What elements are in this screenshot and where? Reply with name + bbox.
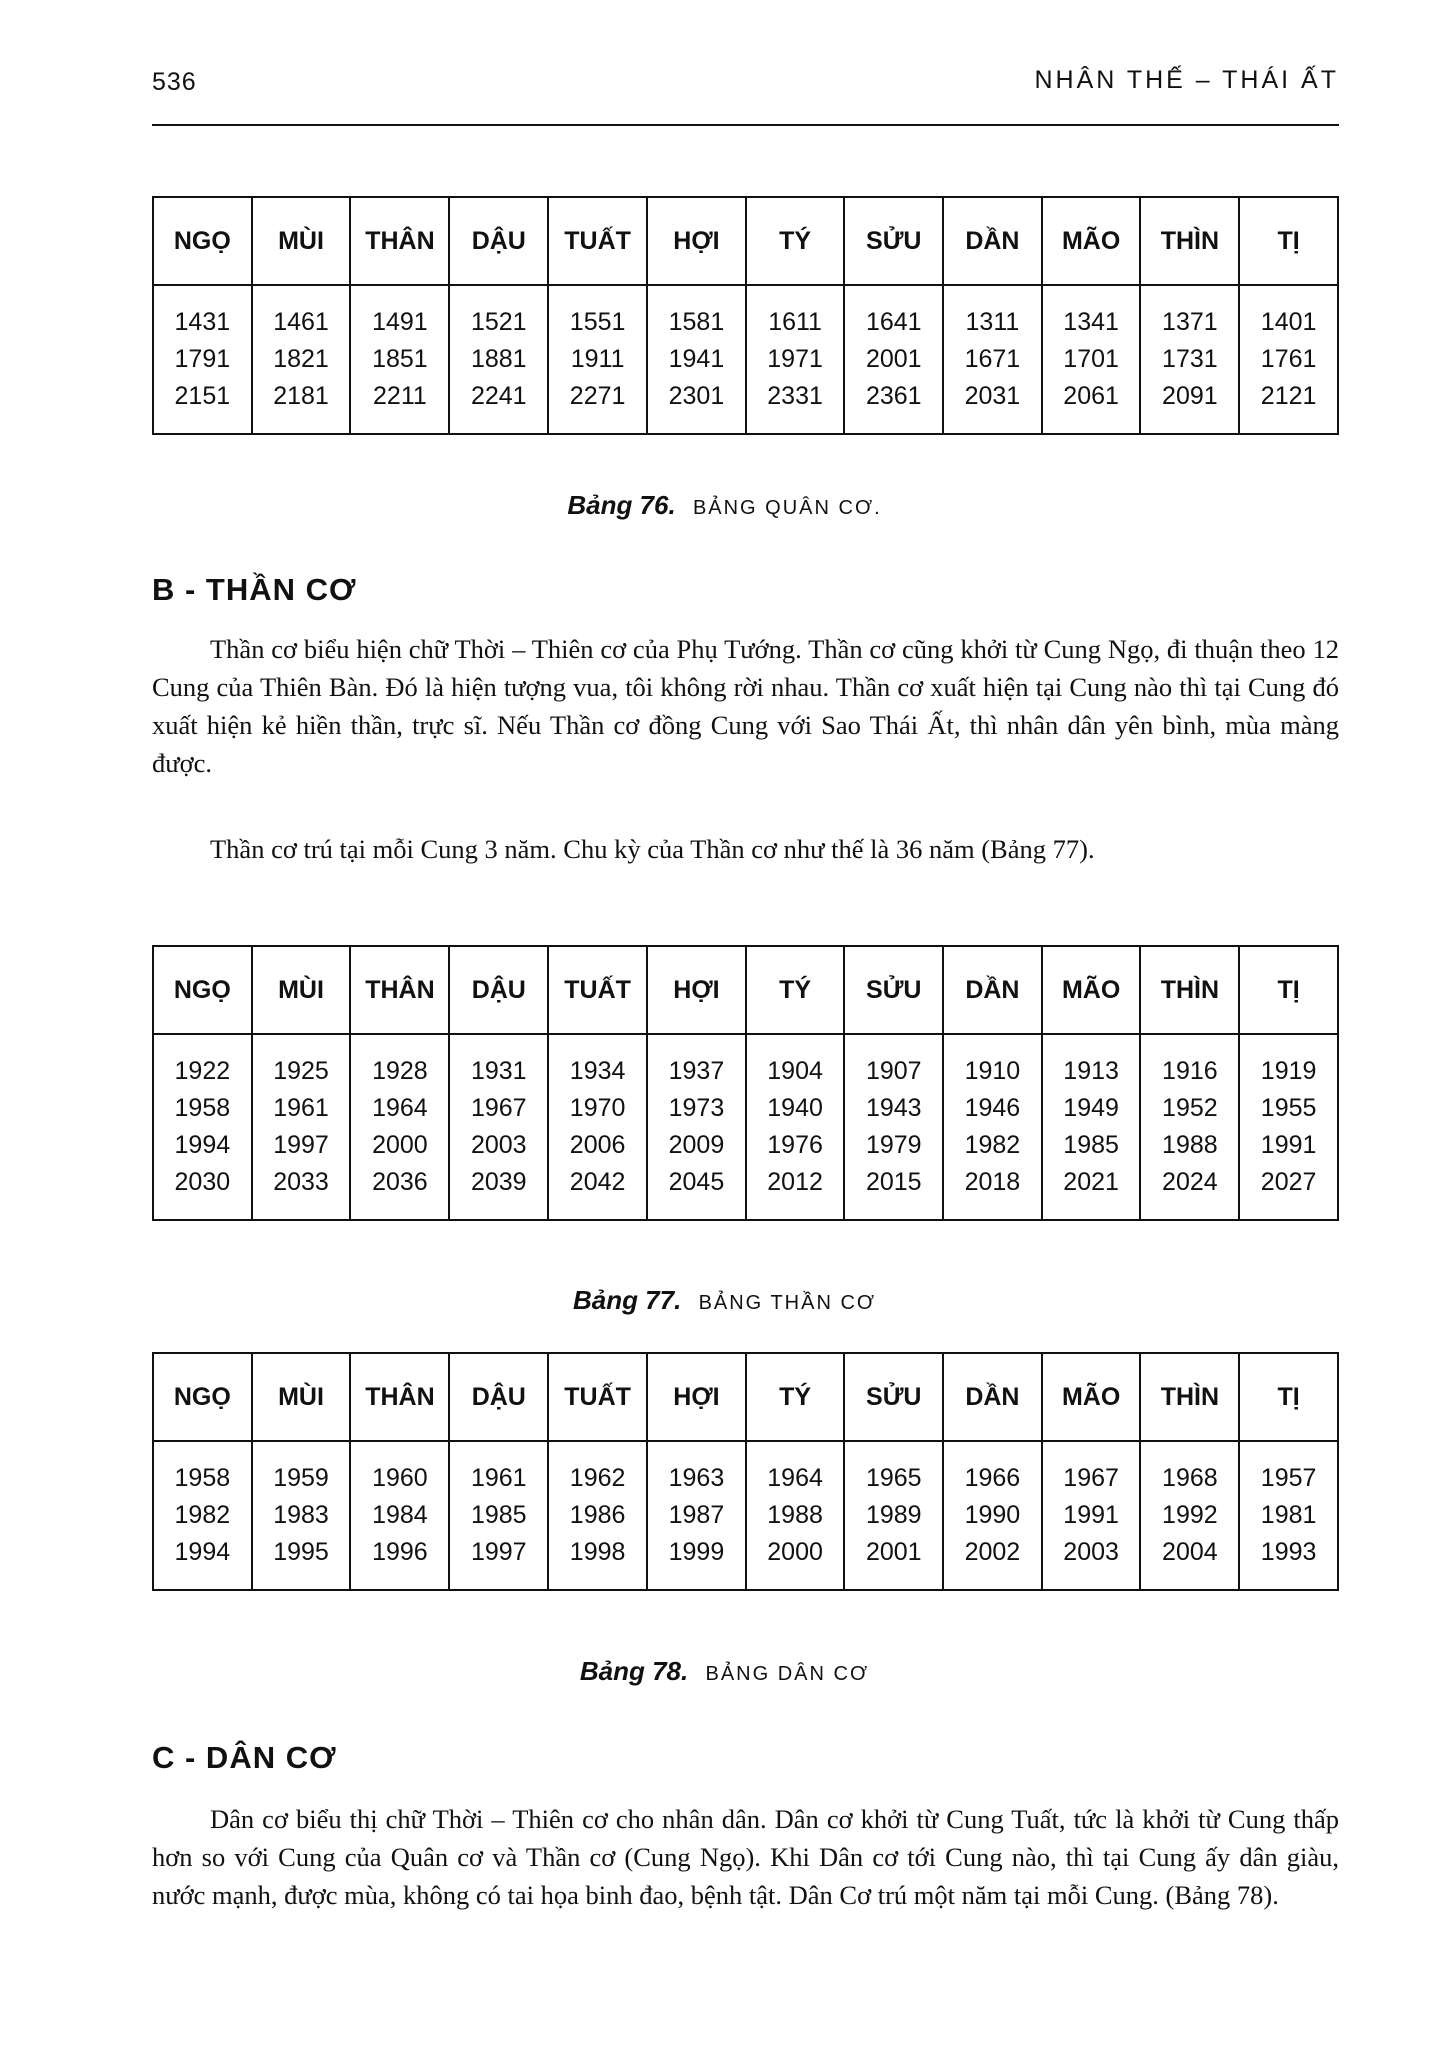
year-value: 2006 [569,1131,626,1159]
page-number: 536 [152,68,197,96]
year-value: 1931 [470,1057,527,1085]
year-value: 1941 [668,345,725,373]
column-header: THÌN [1140,197,1239,285]
column-header: TỊ [1239,946,1338,1034]
year-value: 2030 [174,1168,231,1196]
year-value: 2091 [1162,382,1218,410]
year-value: 2151 [174,382,231,410]
year-value: 2000 [767,1538,823,1566]
year-value: 2031 [964,382,1021,410]
year-value: 2001 [865,345,922,373]
column-header: NGỌ [153,197,252,285]
year-value: 2045 [668,1168,725,1196]
year-value: 1957 [1260,1464,1317,1492]
year-value: 2039 [470,1168,527,1196]
caption-label: Bảng 77. [572,1285,682,1315]
year-value: 1961 [470,1464,527,1492]
table-cell [746,1441,845,1590]
year-value: 1979 [865,1131,922,1159]
section-c-title: C - DÂN CƠ [152,1740,337,1775]
column-header: TUẤT [548,197,647,285]
year-value: 1910 [964,1057,1021,1085]
year-value: 1996 [372,1538,428,1566]
year-value: 1641 [865,308,922,336]
year-value: 1984 [372,1501,428,1529]
year-value: 2271 [569,382,626,410]
year-value: 2018 [964,1168,1021,1196]
year-value: 1311 [965,308,1020,336]
year-value: 2211 [373,382,427,410]
year-value: 2301 [668,382,725,410]
year-value: 1964 [372,1094,428,1122]
table-header-row [153,1353,1338,1441]
table-cell [943,1441,1042,1590]
table-cell [350,1441,449,1590]
year-value: 1968 [1162,1464,1218,1492]
year-value: 1925 [273,1057,329,1085]
column-header: MÙI [252,1353,351,1441]
table-cell [943,285,1042,434]
column-header: TỊ [1239,1353,1338,1441]
year-value: 2002 [964,1538,1021,1566]
column-header: DẦN [943,946,1042,1034]
year-value: 1961 [273,1094,329,1122]
year-value: 2024 [1162,1168,1218,1196]
column-header: TÝ [746,1353,845,1441]
table-cell [1239,1034,1338,1220]
table-cell [1140,285,1239,434]
year-value: 1904 [767,1057,823,1085]
table-cell [548,285,647,434]
column-header: HỢI [647,1353,746,1441]
table-cell [1140,1441,1239,1590]
column-header: MÙI [252,197,351,285]
column-header: TỊ [1239,197,1338,285]
page-header [152,58,1339,126]
year-value: 1922 [174,1057,231,1085]
year-value: 1976 [767,1131,823,1159]
year-value: 1934 [569,1057,626,1085]
year-value: 1731 [1162,345,1218,373]
caption-name: BẢNG THẦN CƠ [698,1292,877,1314]
column-header: THÌN [1140,1353,1239,1441]
year-value: 2241 [470,382,527,410]
section-b-paragraph-1: Thần cơ biểu hiện chữ Thời – Thiên cơ của Phụ Tướng. Thần cơ cũng khởi từ Cung Ngọ, đi thuận theo 12 Cung của Thiên Bàn. Đó là hiện tượng vua, tôi không rời nhau. Thần cơ xuất hiện tại Cung nào thì tại Cung đó xuất hiện kẻ hiền thần, trực sĩ. Nếu Thần cơ đồng Cung với Sao Thái Ất, thì nhân dân yên bình, mùa màng được. [152,634,1339,778]
year-value: 2012 [767,1168,823,1196]
year-value: 1967 [1063,1464,1119,1492]
table-quan-co [152,196,1339,435]
year-value: 2003 [470,1131,527,1159]
table-cell [252,1034,351,1220]
year-value: 2042 [569,1168,626,1196]
year-value: 2003 [1063,1538,1119,1566]
year-value: 1431 [174,308,231,336]
column-header: MÃO [1042,1353,1141,1441]
year-value: 1913 [1063,1057,1119,1085]
table-cell [153,285,252,434]
year-value: 1959 [273,1464,329,1492]
column-header: SỬU [844,197,943,285]
year-value: 2015 [865,1168,922,1196]
table-cell [548,1441,647,1590]
year-value: 1928 [372,1057,428,1085]
column-header: HỢI [647,197,746,285]
year-value: 1990 [964,1501,1021,1529]
year-value: 1701 [1063,345,1119,373]
year-value: 2021 [1063,1168,1119,1196]
year-value: 1989 [865,1501,922,1529]
year-value: 2004 [1162,1538,1218,1566]
year-value: 1916 [1162,1057,1218,1085]
table-cell [943,1034,1042,1220]
table-dan-co [152,1352,1339,1591]
table-row [153,1441,1338,1590]
year-value: 1911 [570,345,625,373]
column-header: DẦN [943,197,1042,285]
table-cell [350,1034,449,1220]
table-cell [844,1034,943,1220]
year-value: 1952 [1162,1094,1218,1122]
year-value: 1761 [1260,345,1317,373]
year-value: 1943 [865,1094,922,1122]
year-value: 1992 [1162,1501,1218,1529]
table-cell [449,285,548,434]
year-value: 1960 [372,1464,428,1492]
year-value: 1949 [1063,1094,1119,1122]
caption-table-76 [0,490,1449,521]
year-value: 2331 [767,382,823,410]
column-header: TÝ [746,946,845,1034]
year-value: 1985 [1063,1131,1119,1159]
column-header: DẦN [943,1353,1042,1441]
table-row [153,285,1338,434]
year-value: 1937 [668,1057,725,1085]
year-value: 1997 [273,1131,329,1159]
table-cell [449,1441,548,1590]
year-value: 1881 [470,345,527,373]
year-value: 1955 [1260,1094,1317,1122]
column-header: THÌN [1140,946,1239,1034]
table-cell [1042,1441,1141,1590]
column-header: SỬU [844,946,943,1034]
column-header: NGỌ [153,1353,252,1441]
table-cell [1042,1034,1141,1220]
column-header: TUẤT [548,946,647,1034]
column-header: SỬU [844,1353,943,1441]
year-value: 1982 [174,1501,231,1529]
table-cell [844,1441,943,1590]
year-value: 1982 [964,1131,1021,1159]
column-header: DẬU [449,197,548,285]
column-header: THÂN [350,1353,449,1441]
year-value: 1962 [569,1464,626,1492]
year-value: 1973 [668,1094,725,1122]
year-value: 2121 [1260,382,1317,410]
year-value: 2361 [865,382,922,410]
year-value: 1946 [964,1094,1021,1122]
column-header: DẬU [449,1353,548,1441]
year-value: 2009 [668,1131,725,1159]
year-value: 1401 [1260,308,1317,336]
table-cell [844,285,943,434]
year-value: 1958 [174,1464,231,1492]
year-value: 1991 [1063,1501,1119,1529]
year-value: 1551 [569,308,626,336]
caption-name: BẢNG QUÂN CƠ. [692,497,882,519]
caption-table-77 [0,1285,1449,1316]
year-value: 1940 [767,1094,823,1122]
table-header-row [153,946,1338,1034]
year-value: 1971 [767,345,823,373]
table-header-row [153,197,1338,285]
year-value: 1581 [668,308,725,336]
year-value: 1671 [964,345,1021,373]
year-value: 1993 [1260,1538,1317,1566]
table-cell [252,1441,351,1590]
year-value: 2000 [372,1131,428,1159]
table-cell [647,1441,746,1590]
year-value: 1964 [767,1464,823,1492]
column-header: TÝ [746,197,845,285]
year-value: 1981 [1260,1501,1317,1529]
year-value: 1999 [668,1538,725,1566]
table-row [153,1034,1338,1220]
year-value: 1988 [1162,1131,1218,1159]
column-header: NGỌ [153,946,252,1034]
column-header: DẬU [449,946,548,1034]
table-cell [746,285,845,434]
year-value: 2027 [1260,1168,1317,1196]
year-value: 1987 [668,1501,725,1529]
column-header: MÙI [252,946,351,1034]
year-value: 1995 [273,1538,329,1566]
year-value: 1341 [1063,308,1119,336]
section-b-paragraph-2: Thần cơ trú tại mỗi Cung 3 năm. Chu kỳ của Thần cơ như thế là 36 năm (Bảng 77). [210,834,1095,864]
table-cell [746,1034,845,1220]
table-cell [350,285,449,434]
year-value: 1994 [174,1538,231,1566]
table-cell [153,1034,252,1220]
column-header: THÂN [350,197,449,285]
year-value: 2181 [273,382,329,410]
table-cell [647,285,746,434]
table-cell [1042,285,1141,434]
table-cell [1140,1034,1239,1220]
column-header: MÃO [1042,946,1141,1034]
table-cell [449,1034,548,1220]
column-header: TUẤT [548,1353,647,1441]
table-cell [1239,1441,1338,1590]
year-value: 1907 [865,1057,922,1085]
table-than-co [152,945,1339,1221]
year-value: 1963 [668,1464,725,1492]
year-value: 1994 [174,1131,231,1159]
year-value: 1491 [372,308,428,336]
year-value: 1371 [1162,308,1218,336]
table-cell [548,1034,647,1220]
section-b-title: B - THẦN CƠ [152,572,357,607]
caption-label: Bảng 76. [567,490,676,520]
column-header: THÂN [350,946,449,1034]
year-value: 2036 [372,1168,428,1196]
year-value: 1965 [865,1464,922,1492]
year-value: 2033 [273,1168,329,1196]
caption-name: BẢNG DÂN CƠ [705,1663,870,1685]
column-header: MÃO [1042,197,1141,285]
year-value: 1919 [1260,1057,1317,1085]
table-cell [1239,285,1338,434]
year-value: 1966 [964,1464,1021,1492]
column-header: HỢI [647,946,746,1034]
year-value: 1521 [470,308,527,336]
year-value: 2001 [865,1538,922,1566]
year-value: 1997 [470,1538,527,1566]
year-value: 1991 [1260,1131,1317,1159]
year-value: 1970 [569,1094,626,1122]
table-cell [153,1441,252,1590]
caption-table-78 [0,1656,1449,1687]
year-value: 1461 [273,308,329,336]
table-cell [647,1034,746,1220]
section-c-paragraph-1: Dân cơ biểu thị chữ Thời – Thiên cơ cho nhân dân. Dân cơ khởi từ Cung Tuất, tức là khởi từ Cung thấp hơn so với Cung của Quân cơ và Thần cơ (Cung Ngọ). Khi Dân cơ tới Cung nào, thì tại Cung ấy dân giàu, nước mạnh, được mùa, không có tai họa binh đao, bệnh tật. Dân Cơ trú một năm tại mỗi Cung. (Bảng 78). [152,1804,1339,1910]
year-value: 1985 [470,1501,527,1529]
year-value: 1988 [767,1501,823,1529]
year-value: 1998 [569,1538,626,1566]
year-value: 2061 [1063,382,1119,410]
year-value: 1986 [569,1501,626,1529]
running-title: NHÂN THẾ – THÁI ẤT [1034,66,1339,94]
caption-label: Bảng 78. [579,1656,689,1686]
year-value: 1821 [273,345,329,373]
table-cell [252,285,351,434]
year-value: 1983 [273,1501,329,1529]
year-value: 1958 [174,1094,231,1122]
year-value: 1611 [768,308,822,336]
year-value: 1791 [174,345,231,373]
year-value: 1967 [470,1094,527,1122]
year-value: 1851 [372,345,428,373]
